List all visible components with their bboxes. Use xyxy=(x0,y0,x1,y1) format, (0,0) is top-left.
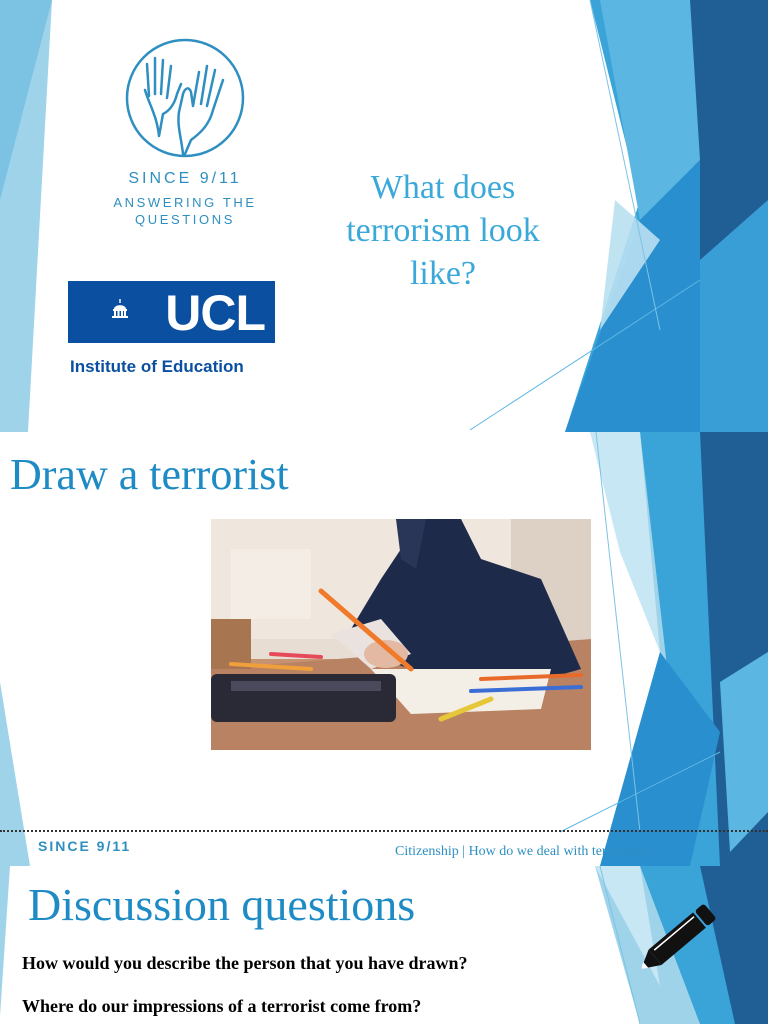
slide-title xyxy=(0,0,768,432)
page-title xyxy=(318,166,568,295)
discussion-question-1: How would you describe the person that you have drawn? xyxy=(22,953,468,973)
ucl-logo xyxy=(68,281,275,343)
title-line-3: like? xyxy=(409,255,477,292)
footer-text: Citizenship | How do we deal with terrorism? xyxy=(395,844,650,859)
page-title: Draw a terrorist xyxy=(10,450,289,499)
slide-draw-a-terrorist xyxy=(0,432,768,866)
logo-title: SINCE 9/11 xyxy=(128,170,242,187)
ucl-dome-icon xyxy=(112,299,128,319)
student-drawing-photo xyxy=(211,519,591,750)
discussion-question-2: Where do our impressions of a terrorist come from? xyxy=(22,996,422,1016)
pencil-icon xyxy=(628,896,728,980)
ucl-subtitle: Institute of Education xyxy=(70,357,244,376)
slide-discussion-questions xyxy=(0,866,768,1024)
ucl-logo-text: UCL xyxy=(165,285,265,341)
footer-divider xyxy=(0,830,768,832)
since-911-logo xyxy=(100,36,270,228)
logo-subtitle-line2: QUESTIONS xyxy=(135,212,235,227)
raised-hands-icon xyxy=(119,36,251,160)
title-line-1: What does xyxy=(370,169,516,206)
footer-logo: SINCE 9/11 xyxy=(38,838,132,854)
logo-subtitle-line1: ANSWERING THE xyxy=(113,195,257,210)
title-line-2: terrorism look xyxy=(346,212,540,249)
page-title: Discussion questions xyxy=(28,879,416,930)
